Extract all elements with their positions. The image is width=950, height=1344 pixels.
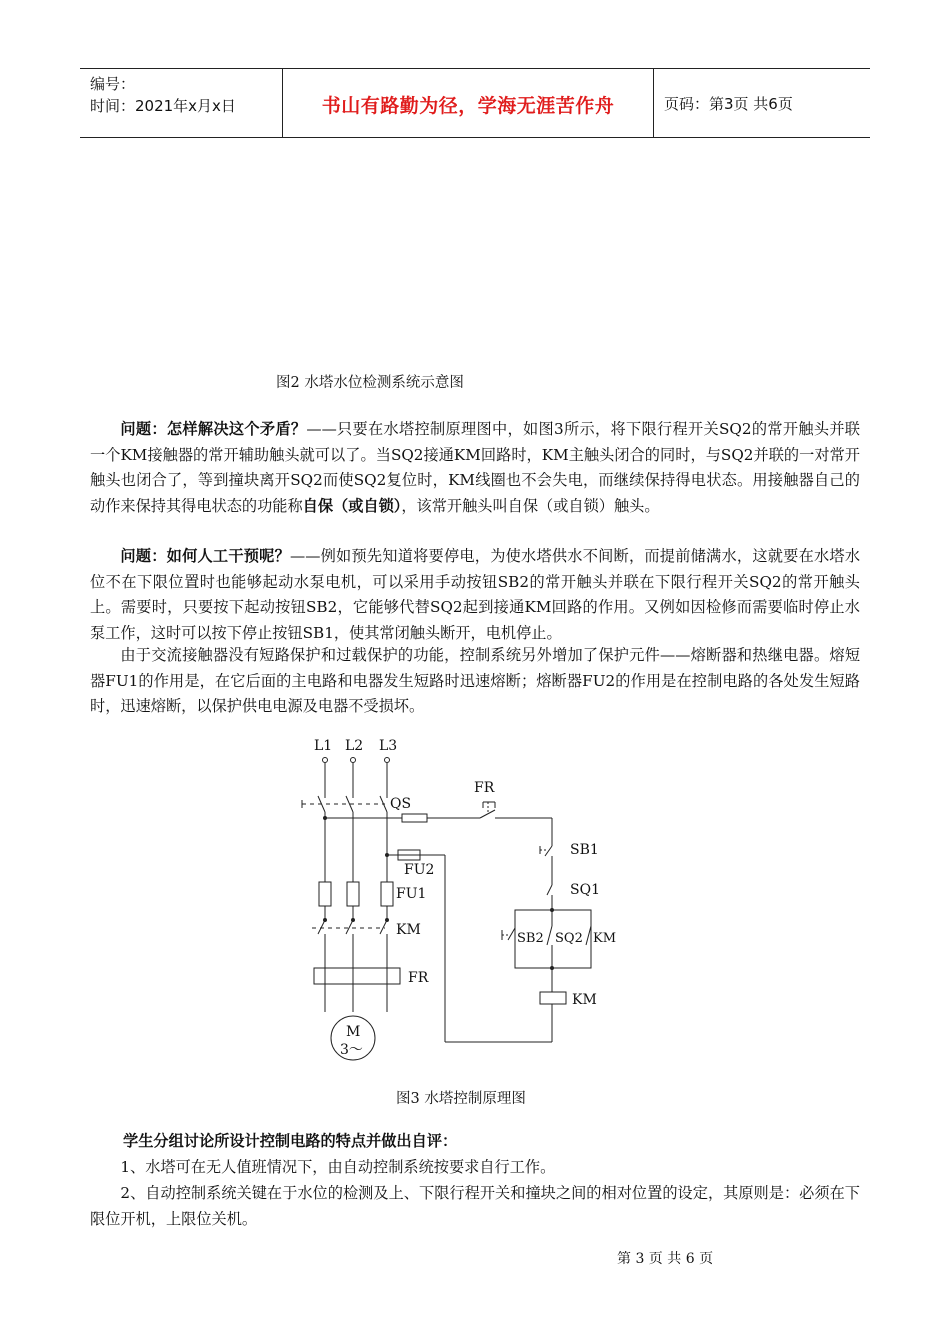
sb2-button [502,928,515,940]
header-divider [653,69,654,137]
header-motto: 书山有路勤为径，学海无涯苦作舟 [321,95,615,117]
header-page-info: 页码：第3页 共6页 [664,95,793,113]
label-km-coil: KM [572,992,597,1008]
header-meta [90,73,236,117]
paragraph-1-tail: ，该常开触头叫自保（或自锁）触头。 [401,496,660,515]
figure2-caption: 图2 水塔水位检测系统示意图 [276,375,464,391]
label-fr-top: FR [474,780,495,796]
water-tower-control-diagram [290,730,630,1070]
fr-contact [480,802,495,818]
paragraph-2 [90,544,860,646]
discussion-item-1: 1、水塔可在无人值班情况下，由自动控制系统按要求自行工作。 [120,1158,556,1176]
label-km-main: KM [396,922,421,938]
label-sb2: SB2 [517,931,544,946]
serial-label: 编号： [90,75,136,93]
qs-switch [302,796,387,812]
km-main-contacts [312,920,387,934]
label-motor-phase: 3～ [340,1042,363,1058]
label-sb1: SB1 [570,842,599,858]
date-label: 时间：2021年x月x日 [90,97,236,115]
discussion-heading: 学生分组讨论所设计控制电路的特点并做出自评： [123,1132,458,1150]
page-footer: 第 3 页 共 6 页 [617,1251,714,1267]
label-km-aux: KM [593,931,617,946]
label-L1: L1 [314,738,333,754]
fu1-fuse-2 [347,882,359,906]
fu1-fuse-3 [381,882,393,906]
label-L3: L3 [379,738,398,754]
terminal-L3 [385,758,390,763]
paragraph-1-body: ——只要在水塔控制原理图中，如图3所示，将下限行程开关SQ2的常开触头并联一个KM接触器的常开辅助触头就可以了。当SQ2接通KM回路时，KM主触头闭合的同时，与SQ2并联的一对常开触头也闭合了，等到撞块离开SQ2而使SQ2复位时，KM线圈也不会失电，而继续保持得电状态。用接触器自己的动作来保持其得电状态的功能称 [90,420,860,515]
label-L2: L2 [345,738,364,754]
terminal-L1 [323,758,328,763]
km-coil [540,992,566,1004]
paragraph-3: 由于交流接触器没有短路保护和过载保护的功能，控制系统另外增加了保护元件——熔断器和热继电器。熔短器FU1的作用是，在它后面的主电路和电器发生短路时迅速熔断；熔断器FU2的作用是在控制电路的各处发生短路时，迅速熔断，以保护供电电源及电器不受损坏。 [90,646,860,715]
label-fr-main: FR [408,970,429,986]
label-motor: M [346,1024,361,1040]
paragraph-2-body: ——例如预先知道将要停电，为使水塔供水不间断，而提前储满水，这就要在水塔水位不在下限位置时也能够起动水泵电机，可以采用手动按钮SB2的常开触头并联在下限行程开关SQ2的常开触头上。需要时，只要按下起动按钮SB2，它能够代替SQ2起到接通KM回路的作用。又例如因检修而需要临时停止水泵工作，这时可以按下停止按钮SB1，使其常闭触头断开，电机停止。 [90,547,861,642]
question-2-lead: 问题：如何人工干预呢？ [120,547,290,565]
self-lock-term: 自保（或自锁） [302,496,402,515]
sq1-switch [547,880,552,910]
figure3-caption: 图3 水塔控制原理图 [396,1091,526,1107]
fu1-fuse-1 [319,882,331,906]
discussion-item-2: 2、自动控制系统关键在于水位的检测及上、下限行程开关和撞块之间的相对位置的设定，其原则是：必须在下限位开机，上限位关机。 [90,1184,860,1228]
terminal-L2 [351,758,356,763]
question-1-lead: 问题：怎样解决这个矛盾？ [120,420,307,438]
sb1-button [540,842,552,880]
label-qs: QS [390,796,412,812]
label-fu1: FU1 [396,886,427,902]
label-fu2: FU2 [404,862,435,878]
label-sq2: SQ2 [555,931,583,946]
page-header [80,68,870,138]
label-sq1: SQ1 [570,882,600,898]
paragraph-1 [90,417,860,519]
